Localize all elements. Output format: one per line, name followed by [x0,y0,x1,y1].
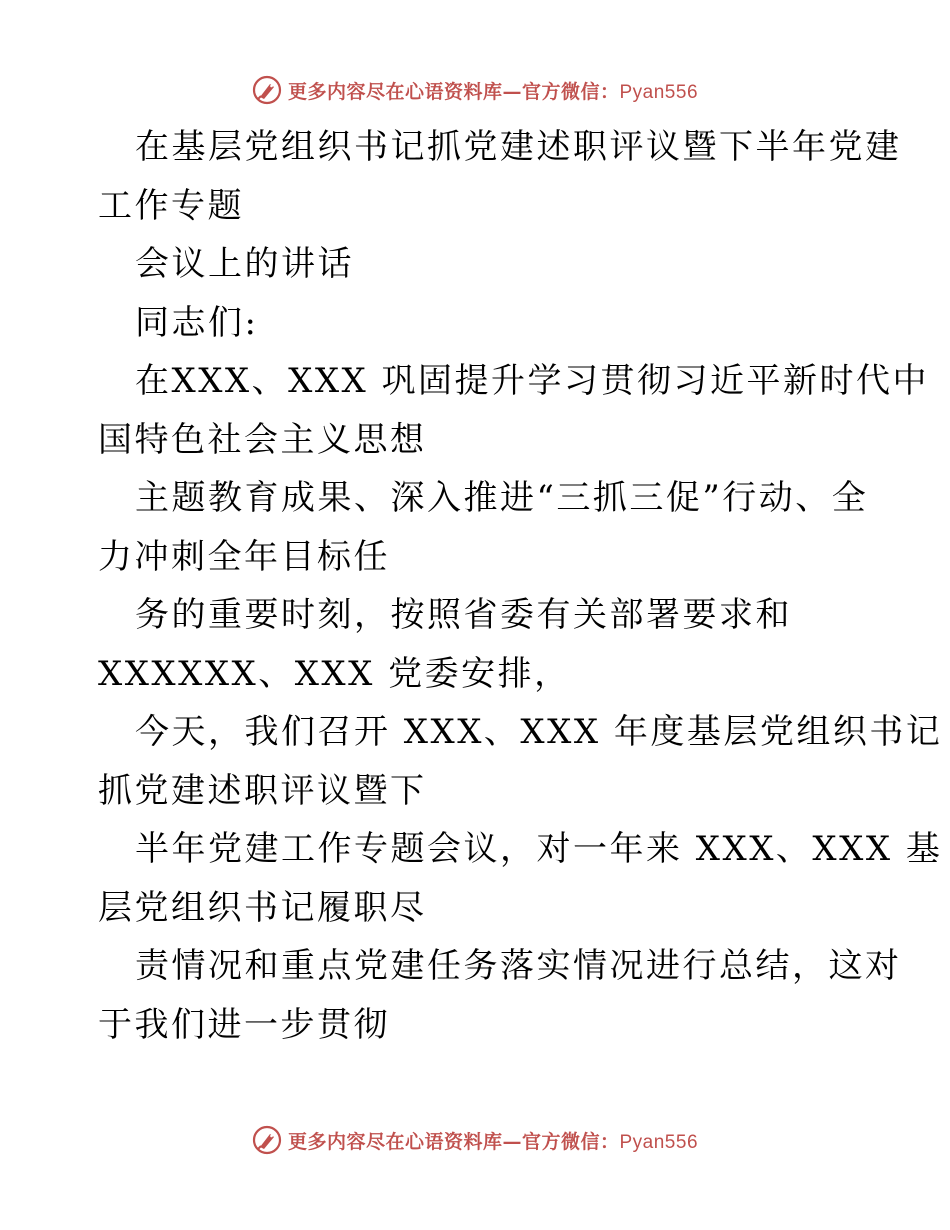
watermark-text: 更多内容尽在心语资料库—官方微信：Pyan556 [287,1130,699,1153]
text-line: 层党组织书记履职尽 [98,887,427,928]
footer-watermark [0,1122,950,1158]
document-body [98,118,943,1054]
text-line: 同志们: [135,302,259,343]
text-line: 半年党建工作专题会议，对一年来 XXX、XXX 基 [135,829,943,869]
text-line: XXXXXX、XXX 党委安排， [98,653,571,694]
text-line: 今天，我们召开 XXX、XXX 年度基层党组织书记 [135,712,943,752]
text-line: 于我们进一步贯彻 [98,1004,390,1045]
watermark-text: 更多内容尽在心语资料库—官方微信：Pyan556 [287,80,699,103]
text-line: 抓党建述职评议暨下 [98,770,427,811]
text-line: 会议上的讲话 [135,244,354,284]
pen-nib-logo-icon [252,75,282,105]
text-line: 在XXX、XXX 巩固提升学习贯彻习近平新时代中 [135,361,930,401]
text-line: 力冲刺全年目标任 [98,536,390,577]
text-line: 主题教育成果、深入推进“三抓三促”行动、全 [135,478,869,518]
text-line: 责情况和重点党建任务落实情况进行总结，这对 [135,946,902,986]
text-line: 国特色社会主义思想 [98,419,427,460]
text-line: 工作专题 [98,185,244,226]
header-watermark [0,72,950,108]
pen-nib-logo-icon [252,1125,282,1155]
text-line: 务的重要时刻，按照省委有关部署要求和 [135,595,792,635]
text-line: 在基层党组织书记抓党建述职评议暨下半年党建 [135,127,902,167]
